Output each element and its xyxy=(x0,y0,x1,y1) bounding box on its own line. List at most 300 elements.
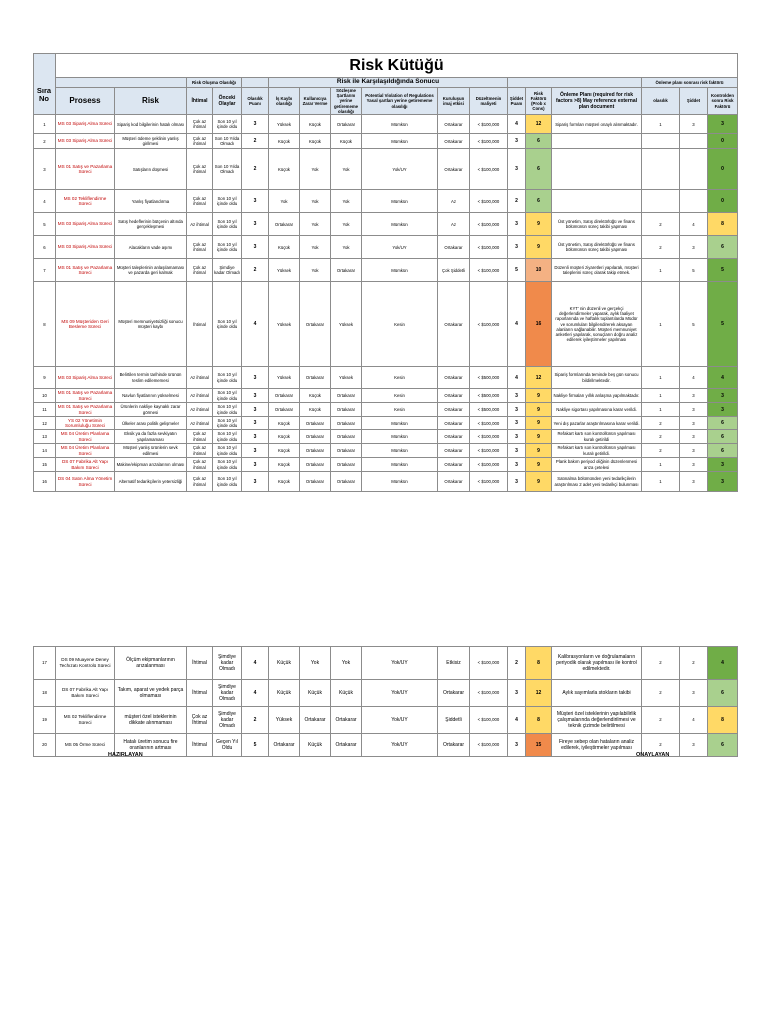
sira-no: 18 xyxy=(34,680,56,707)
kullaniciya-zarar: Ortakarar xyxy=(300,458,331,472)
duzeltme-maliyeti: < $100,000 xyxy=(470,417,508,430)
sonrasi-siddet: 5 xyxy=(680,282,708,367)
onleme-plani: Kalibrasyonların ve doğrulamaların periyodik olarak yapılması ile kontrol edilmektedir. xyxy=(552,647,642,680)
prosess: MS 05 Örme Süreci xyxy=(56,734,115,757)
table-row xyxy=(34,430,738,444)
header-risk: Risk xyxy=(115,88,187,115)
kullaniciya-zarar: Yok xyxy=(300,236,331,259)
prosess: MS 01 Satış ve Pazarlama Süreci xyxy=(56,259,115,282)
sonrasi-olasilik: 2 xyxy=(642,236,680,259)
sonrasi-olasilik: 2 xyxy=(642,417,680,430)
olasilik-puani: 3 xyxy=(242,236,269,259)
header-prosess: Prosess xyxy=(56,88,115,115)
kullaniciya-zarar: Yok xyxy=(300,647,331,680)
risk-faktoru: 9 xyxy=(526,430,552,444)
sira-no: 16 xyxy=(34,472,56,492)
risk-text: Hatalı üretim sonucu fire oranlarının artması xyxy=(115,734,187,757)
prosess: DS 07 Fabrika Alt Yapı Bakım Süreci xyxy=(56,680,115,707)
sozlesme: Yok xyxy=(331,149,362,190)
sozlesme: Ortakarar xyxy=(331,707,362,734)
is-kaybi: Yüksek xyxy=(269,259,300,282)
sozlesme: Ortakarar xyxy=(331,430,362,444)
imaj-etkisi: Ortakarar xyxy=(438,134,470,149)
yasal-sartlar: Mümkün xyxy=(362,472,438,492)
sonrasi-siddet: 4 xyxy=(680,367,708,389)
sozlesme: Ortakarar xyxy=(331,472,362,492)
table-row xyxy=(34,444,738,458)
header-duzeltmenin: Düzeltmenin maliyeti xyxy=(470,88,508,115)
prosess: MS 01 Satış ve Pazarlama Süreci xyxy=(56,389,115,403)
kullaniciya-zarar: Küçük xyxy=(300,734,331,757)
sonrasi-siddet: 4 xyxy=(680,707,708,734)
kontrol-sonrasi-rf: 3 xyxy=(708,403,738,417)
risk-text: Takım, aparat ve yedek parça olmaması xyxy=(115,680,187,707)
header-is-kaybi: İş Kaybı olasılığı xyxy=(269,88,300,115)
duzeltme-maliyeti: < $100,000 xyxy=(470,282,508,367)
siddet-puani: 3 xyxy=(508,734,526,757)
imaj-etkisi: Etkisiz xyxy=(438,647,470,680)
kullaniciya-zarar: Ortakarar xyxy=(300,282,331,367)
is-kaybi: Küçük xyxy=(269,134,300,149)
risk-faktoru: 8 xyxy=(526,647,552,680)
risk-register-table-continued xyxy=(33,646,738,757)
imaj-etkisi: Az xyxy=(438,190,470,213)
risk-text: Satış hedeflerinin bütçenin altında gerçekleşmesi xyxy=(115,213,187,236)
sira-no: 8 xyxy=(34,282,56,367)
duzeltme-maliyeti: < $500,000 xyxy=(470,389,508,403)
ihtimal: İhtimal xyxy=(187,680,213,707)
onceki-olaylar: Şimdiye kadar Olmadı xyxy=(213,707,242,734)
ihtimal: Çok az ihtimal xyxy=(187,236,213,259)
olasilik-puani: 4 xyxy=(242,282,269,367)
onceki-olaylar: Son 10 yıl içinde oldu xyxy=(213,430,242,444)
imaj-etkisi: Şiddetli xyxy=(438,707,470,734)
onceki-olaylar: Son 10 Yılda Olmadı xyxy=(213,149,242,190)
sonrasi-olasilik: 1 xyxy=(642,458,680,472)
onceki-olaylar: Şimdiye kadar Olmadı xyxy=(213,259,242,282)
kullaniciya-zarar: Yok xyxy=(300,190,331,213)
onleme-plani: Plank bakım periyod oliğinin düzenlenmesi arıza çetelesi xyxy=(552,458,642,472)
sonrasi-olasilik: 2 xyxy=(642,680,680,707)
table-row xyxy=(34,134,738,149)
sonrasi-olasilik xyxy=(642,149,680,190)
imaj-etkisi: Ortakarar xyxy=(438,115,470,134)
header-siddet: Şiddet xyxy=(680,88,708,115)
onceki-olaylar: Son 10 yıl içinde oldu xyxy=(213,444,242,458)
sira-no: 19 xyxy=(34,707,56,734)
sozlesme: Ortakarar xyxy=(331,259,362,282)
siddet-puani: 4 xyxy=(508,367,526,389)
sozlesme: Ortakarar xyxy=(331,734,362,757)
table-row xyxy=(34,458,738,472)
onleme-plani: KYT' nin düzenli ve gerçekçi değerlendirmeler yaparak, aylık faaliyet raporlarında ve haftalık toplantılarda Müdür ve sorumluları bilgilendirerek aksayan alanların sağlanabilir. Müşteri memnuniyet anketleri yapılarak, sonuçların doğru analiz edilerek iyileştirmeler yapılması xyxy=(552,282,642,367)
duzeltme-maliyeti: < $500,000 xyxy=(470,403,508,417)
kontrol-sonrasi-rf: 6 xyxy=(708,734,738,757)
imaj-etkisi: Ortakarar xyxy=(438,734,470,757)
table-row xyxy=(34,472,738,492)
sira-no: 6 xyxy=(34,236,56,259)
prosess: MS 01 Satış ve Pazarlama Süreci xyxy=(56,403,115,417)
sira-no: 1 xyxy=(34,115,56,134)
sonrasi-siddet: 3 xyxy=(680,403,708,417)
onleme-plani: Sipariş formları müşteri onaylı alınmaktadır. xyxy=(552,115,642,134)
olasilik-puani: 3 xyxy=(242,417,269,430)
duzeltme-maliyeti: < $100,000 xyxy=(470,472,508,492)
duzeltme-maliyeti: < $100,000 xyxy=(470,647,508,680)
sonrasi-olasilik: 1 xyxy=(642,472,680,492)
ihtimal: Az ihtimal xyxy=(187,403,213,417)
risk-text: Ülkeler arası politik gelişmeler xyxy=(115,417,187,430)
sozlesme: Yok xyxy=(331,236,362,259)
sira-no: 14 xyxy=(34,444,56,458)
onleme-plani: Müşteri özel isteklerinin yapılabilirlik çalışmalarında değerlendirilmesi ve teknik çizimde belirtilmesi xyxy=(552,707,642,734)
risk-faktoru: 6 xyxy=(526,149,552,190)
yasal-sartlar: Kesin xyxy=(362,403,438,417)
kullaniciya-zarar: Yok xyxy=(300,259,331,282)
kullaniciya-zarar: Yok xyxy=(300,213,331,236)
is-kaybi: Ortakarar xyxy=(269,389,300,403)
siddet-puani: 3 xyxy=(508,389,526,403)
is-kaybi: Küçük xyxy=(269,458,300,472)
risk-faktoru: 9 xyxy=(526,389,552,403)
sozlesme: Küçük xyxy=(331,134,362,149)
risk-text: Belirtilen termin tarihinde ürünün teslim edilememesi xyxy=(115,367,187,389)
header-olusma: Risk Oluşma Olasılığı xyxy=(187,78,242,88)
sira-no: 12 xyxy=(34,417,56,430)
ihtimal: İhtimal xyxy=(187,282,213,367)
header-kontrolden: Kontrolden sonra Risk Faktörü xyxy=(708,88,738,115)
kontrol-sonrasi-rf: 5 xyxy=(708,282,738,367)
risk-text: Alternatif tedarikçilerin yetersizliği xyxy=(115,472,187,492)
risk-faktoru: 9 xyxy=(526,403,552,417)
imaj-etkisi: Ortakarar xyxy=(438,149,470,190)
duzeltme-maliyeti: < $100,000 xyxy=(470,236,508,259)
siddet-puani: 3 xyxy=(508,149,526,190)
yasal-sartlar: Mümkün xyxy=(362,259,438,282)
ihtimal: Çok az ihtimal xyxy=(187,472,213,492)
yasal-sartlar: Yok/UY xyxy=(362,647,438,680)
onleme-plani xyxy=(552,190,642,213)
siddet-puani: 3 xyxy=(508,458,526,472)
ihtimal: Çok az ihtimal xyxy=(187,259,213,282)
sira-no: 17 xyxy=(34,647,56,680)
siddet-puani: 4 xyxy=(508,115,526,134)
ihtimal: Az ihtimal xyxy=(187,417,213,430)
ihtimal: Çok az ihtimal xyxy=(187,190,213,213)
ihtimal: Çok az ihtimal xyxy=(187,149,213,190)
kontrol-sonrasi-rf: 6 xyxy=(708,680,738,707)
siddet-puani: 3 xyxy=(508,134,526,149)
risk-text: Makine/ekipman arızalarının olması xyxy=(115,458,187,472)
sozlesme: Ortakarar xyxy=(331,115,362,134)
kontrol-sonrasi-rf: 6 xyxy=(708,444,738,458)
olasilik-puani: 3 xyxy=(242,213,269,236)
prosess: MS 03 Sipariş Alma Süreci xyxy=(56,213,115,236)
prosess: MS 04 Üretim Planlama Süreci xyxy=(56,430,115,444)
yasal-sartlar: Yok/UY xyxy=(362,734,438,757)
kullaniciya-zarar: Küçük xyxy=(300,403,331,417)
siddet-puani: 3 xyxy=(508,213,526,236)
imaj-etkisi: Az xyxy=(438,213,470,236)
yasal-sartlar: Mümkün xyxy=(362,417,438,430)
prosess: MS 03 Sipariş Alma Süreci xyxy=(56,367,115,389)
onleme-plani xyxy=(552,134,642,149)
sozlesme: Yok xyxy=(331,190,362,213)
sonrasi-siddet: 3 xyxy=(680,430,708,444)
kullaniciya-zarar: Küçük xyxy=(300,680,331,707)
sonrasi-olasilik: 2 xyxy=(642,647,680,680)
olasilik-puani: 4 xyxy=(242,647,269,680)
table-row xyxy=(34,115,738,134)
risk-text: Sipariş kod bilgilerinin hatalı olması xyxy=(115,115,187,134)
sira-no: 15 xyxy=(34,458,56,472)
risk-faktoru: 6 xyxy=(526,134,552,149)
onceki-olaylar: Son 10 yıl içinde oldu xyxy=(213,367,242,389)
sonrasi-olasilik xyxy=(642,190,680,213)
kontrol-sonrasi-rf: 0 xyxy=(708,134,738,149)
onceki-olaylar: Son 10 yıl içinde oldu xyxy=(213,236,242,259)
imaj-etkisi: Çok Şiddetli xyxy=(438,259,470,282)
sozlesme: Yok xyxy=(331,213,362,236)
onceki-olaylar: Son 10 yıl içinde oldu xyxy=(213,213,242,236)
kontrol-sonrasi-rf: 8 xyxy=(708,213,738,236)
sonrasi-olasilik: 1 xyxy=(642,403,680,417)
table-row xyxy=(34,680,738,707)
ihtimal: Çok az ihtimal xyxy=(187,430,213,444)
table-row xyxy=(34,367,738,389)
kullaniciya-zarar: Ortakarar xyxy=(300,430,331,444)
olasilik-puani: 3 xyxy=(242,458,269,472)
sonrasi-siddet: 2 xyxy=(680,647,708,680)
olasilik-puani: 2 xyxy=(242,707,269,734)
ihtimal: İhtimal xyxy=(187,647,213,680)
risk-faktoru: 9 xyxy=(526,444,552,458)
risk-faktoru: 9 xyxy=(526,213,552,236)
sonrasi-siddet: 3 xyxy=(680,458,708,472)
siddet-puani: 3 xyxy=(508,236,526,259)
is-kaybi: Küçük xyxy=(269,430,300,444)
sonrasi-olasilik: 2 xyxy=(642,444,680,458)
imaj-etkisi: Ortakarar xyxy=(438,444,470,458)
onleme-plani: Refakart kartı son kontrollünün yapılması kuralı getirildi. xyxy=(552,444,642,458)
hazirlayan-label: HAZIRLAYAN xyxy=(108,752,143,758)
imaj-etkisi: Ortakarar xyxy=(438,680,470,707)
sonrasi-olasilik: 2 xyxy=(642,707,680,734)
sozlesme: Ortakarar xyxy=(331,444,362,458)
sira-no: 9 xyxy=(34,367,56,389)
risk-faktoru: 9 xyxy=(526,236,552,259)
risk-faktoru: 12 xyxy=(526,367,552,389)
duzeltme-maliyeti: < $100,000 xyxy=(470,134,508,149)
onleme-plani: Satınalma bölümünden yeni tedarikçilerin araştırılması 2 adet yeni tedarikçi bulunması xyxy=(552,472,642,492)
risk-faktoru: 6 xyxy=(526,190,552,213)
siddet-puani: 3 xyxy=(508,472,526,492)
sonrasi-siddet: 3 xyxy=(680,680,708,707)
kontrol-sonrasi-rf: 4 xyxy=(708,367,738,389)
yasal-sartlar: Mümkün xyxy=(362,134,438,149)
duzeltme-maliyeti: < $100,000 xyxy=(470,259,508,282)
kullaniciya-zarar: Ortakarar xyxy=(300,472,331,492)
ihtimal: Çok az ihtimal xyxy=(187,134,213,149)
header-kurulusun-imaji: Kuruluşun imaj etkisi xyxy=(438,88,470,115)
olasilik-puani: 3 xyxy=(242,444,269,458)
duzeltme-maliyeti: < $100,000 xyxy=(470,707,508,734)
is-kaybi: Küçük xyxy=(269,236,300,259)
siddet-puani: 3 xyxy=(508,403,526,417)
sonrasi-olasilik: 1 xyxy=(642,389,680,403)
sonrasi-olasilik: 1 xyxy=(642,282,680,367)
prosess: YS 02 Yönetimin Sorumluluğu Süreci xyxy=(56,417,115,430)
is-kaybi: Yüksek xyxy=(269,115,300,134)
table-row xyxy=(34,149,738,190)
kontrol-sonrasi-rf: 3 xyxy=(708,472,738,492)
risk-text: Müşteri yanlış ürünlerin sevk edilmesi xyxy=(115,444,187,458)
yasal-sartlar: Yok/UY xyxy=(362,680,438,707)
is-kaybi: Ortakarar xyxy=(269,213,300,236)
is-kaybi: Yüksek xyxy=(269,282,300,367)
olasilik-puani: 3 xyxy=(242,389,269,403)
sonrasi-siddet: 3 xyxy=(680,115,708,134)
header-potential: Potential Violation of Regulations Yasal şartları yerine getirememe olasılığı xyxy=(362,88,438,115)
table-row xyxy=(34,213,738,236)
imaj-etkisi: Ortakarar xyxy=(438,472,470,492)
olasilik-puani: 3 xyxy=(242,115,269,134)
duzeltme-maliyeti: < $100,000 xyxy=(470,458,508,472)
duzeltme-maliyeti: < $100,000 xyxy=(470,430,508,444)
sozlesme: Yüksek xyxy=(331,367,362,389)
imaj-etkisi: Ortakarar xyxy=(438,282,470,367)
table-row xyxy=(34,403,738,417)
yasal-sartlar: Mümkün xyxy=(362,444,438,458)
ihtimal: Çok az ihtimal xyxy=(187,444,213,458)
sonrasi-siddet: 3 xyxy=(680,444,708,458)
sira-no: 7 xyxy=(34,259,56,282)
ihtimal: Az ihtimal xyxy=(187,213,213,236)
sonrasi-siddet: 3 xyxy=(680,236,708,259)
olasilik-puani: 3 xyxy=(242,430,269,444)
onceki-olaylar: Şimdiye kadar Olmadı xyxy=(213,680,242,707)
onceki-olaylar: Son 10 yıl içinde oldu xyxy=(213,389,242,403)
kontrol-sonrasi-rf: 3 xyxy=(708,115,738,134)
olasilik-puani: 3 xyxy=(242,403,269,417)
sozlesme: Ortakarar xyxy=(331,389,362,403)
sonrasi-siddet: 4 xyxy=(680,213,708,236)
onceki-olaylar: Son 10 yıl içinde oldu xyxy=(213,190,242,213)
table-row xyxy=(34,417,738,430)
header-olasilik: olasılık xyxy=(642,88,680,115)
sonrasi-olasilik: 1 xyxy=(642,367,680,389)
header-risk-faktoru: Risk Faktörü (Prob x Cons) xyxy=(526,88,552,115)
onaylayan-label: ONAYLAYAN xyxy=(636,752,670,758)
imaj-etkisi: Ortakarar xyxy=(438,389,470,403)
sira-no: 2 xyxy=(34,134,56,149)
risk-faktoru: 12 xyxy=(526,680,552,707)
page-title: Risk Kütüğü xyxy=(56,54,738,78)
onleme-plani xyxy=(552,149,642,190)
risk-text: müşteri özel isteklerinin dikkate alınmaması xyxy=(115,707,187,734)
sira-no: 3 xyxy=(34,149,56,190)
prosess: DS 09 Muayene Deney Techızatı Kontrolü Süreci xyxy=(56,647,115,680)
risk-faktoru: 12 xyxy=(526,115,552,134)
kontrol-sonrasi-rf: 8 xyxy=(708,707,738,734)
header-olasilik-puani: Olasılık Puanı xyxy=(242,88,269,115)
kullaniciya-zarar: Ortakarar xyxy=(300,417,331,430)
sonrasi-siddet xyxy=(680,149,708,190)
is-kaybi: Yüksek xyxy=(269,367,300,389)
yasal-sartlar: Yok/UY xyxy=(362,707,438,734)
siddet-puani: 5 xyxy=(508,259,526,282)
onleme-plani: Düzenli müşteri ziyaretleri yapılarak, müşteri taleplerini süreç olarak takip etmek. xyxy=(552,259,642,282)
olasilik-puani: 5 xyxy=(242,734,269,757)
sonrasi-siddet: 3 xyxy=(680,472,708,492)
kullaniciya-zarar: Ortakarar xyxy=(300,367,331,389)
sozlesme: Yok xyxy=(331,647,362,680)
is-kaybi: Ortakarar xyxy=(269,403,300,417)
sozlesme: Ortakarar xyxy=(331,403,362,417)
prosess: MS 02 Tekliflendirme Süreci xyxy=(56,707,115,734)
risk-text: Müşteri taleplerinin anlaşılamaması ve pazarda geri kalmak xyxy=(115,259,187,282)
siddet-puani: 3 xyxy=(508,680,526,707)
risk-text: Satışların düşmesi xyxy=(115,149,187,190)
yasal-sartlar: Yok/UY xyxy=(362,236,438,259)
table-row xyxy=(34,707,738,734)
header-onceki: Önceki Olaylar xyxy=(213,88,242,115)
kullaniciya-zarar: Yok xyxy=(300,149,331,190)
kontrol-sonrasi-rf: 0 xyxy=(708,149,738,190)
duzeltme-maliyeti: < $100,000 xyxy=(470,734,508,757)
imaj-etkisi: Ortakarar xyxy=(438,458,470,472)
sozlesme: Küçük xyxy=(331,680,362,707)
header-onleme: Önleme Planı (required for risk factors >8) May reference external plan document xyxy=(552,88,642,115)
onleme-plani: Üst yönetim, Satış direktörlüğü ve finans bölümünün süreç takibi yapması xyxy=(552,213,642,236)
onceki-olaylar: Son 10 Yılda Olmadı xyxy=(213,134,242,149)
prosess: MS 04 Üretim Planlama Süreci xyxy=(56,444,115,458)
yasal-sartlar: Mümkün xyxy=(362,115,438,134)
siddet-puani: 3 xyxy=(508,444,526,458)
prosess: MS 02 Tekliflendirme Süreci xyxy=(56,190,115,213)
kontrol-sonrasi-rf: 0 xyxy=(708,190,738,213)
table-row xyxy=(34,259,738,282)
kontrol-sonrasi-rf: 3 xyxy=(708,389,738,403)
is-kaybi: Ortakarar xyxy=(269,734,300,757)
onleme-plani: Aylık sayımlarla stokların takibi xyxy=(552,680,642,707)
kullaniciya-zarar: Küçük xyxy=(300,115,331,134)
ihtimal: Çok az ihtimal xyxy=(187,458,213,472)
sonrasi-olasilik: 1 xyxy=(642,259,680,282)
yasal-sartlar: Mümkün xyxy=(362,430,438,444)
yasal-sartlar: Mümkün xyxy=(362,458,438,472)
risk-text: Eksik ya da fazla sevkiyatın yapılamaması xyxy=(115,430,187,444)
header-kullaniciya-zarar: Kullanıcıya Zarar Verme xyxy=(300,88,331,115)
ihtimal: Çok az İhtimal xyxy=(187,707,213,734)
sonrasi-siddet: 5 xyxy=(680,259,708,282)
sonrasi-olasilik: 2 xyxy=(642,734,680,757)
sonrasi-siddet: 3 xyxy=(680,417,708,430)
risk-faktoru: 16 xyxy=(526,282,552,367)
onleme-plani: Fireye sebep olan hataların analiz edilerek, iyileştirmeler yapılması xyxy=(552,734,642,757)
ihtimal: Az ihtimal xyxy=(187,367,213,389)
siddet-puani: 3 xyxy=(508,430,526,444)
risk-text: Ölçüm ekipmanlarının arızalanması xyxy=(115,647,187,680)
onleme-plani: Yeni dış pazarlar araştırılmasına karar verildi. xyxy=(552,417,642,430)
sira-no: 13 xyxy=(34,430,56,444)
imaj-etkisi: Ortakarar xyxy=(438,403,470,417)
kontrol-sonrasi-rf: 5 xyxy=(708,259,738,282)
siddet-puani: 4 xyxy=(508,707,526,734)
yasal-sartlar: Kesin xyxy=(362,389,438,403)
yasal-sartlar: Kesin xyxy=(362,367,438,389)
is-kaybi: Küçük xyxy=(269,472,300,492)
